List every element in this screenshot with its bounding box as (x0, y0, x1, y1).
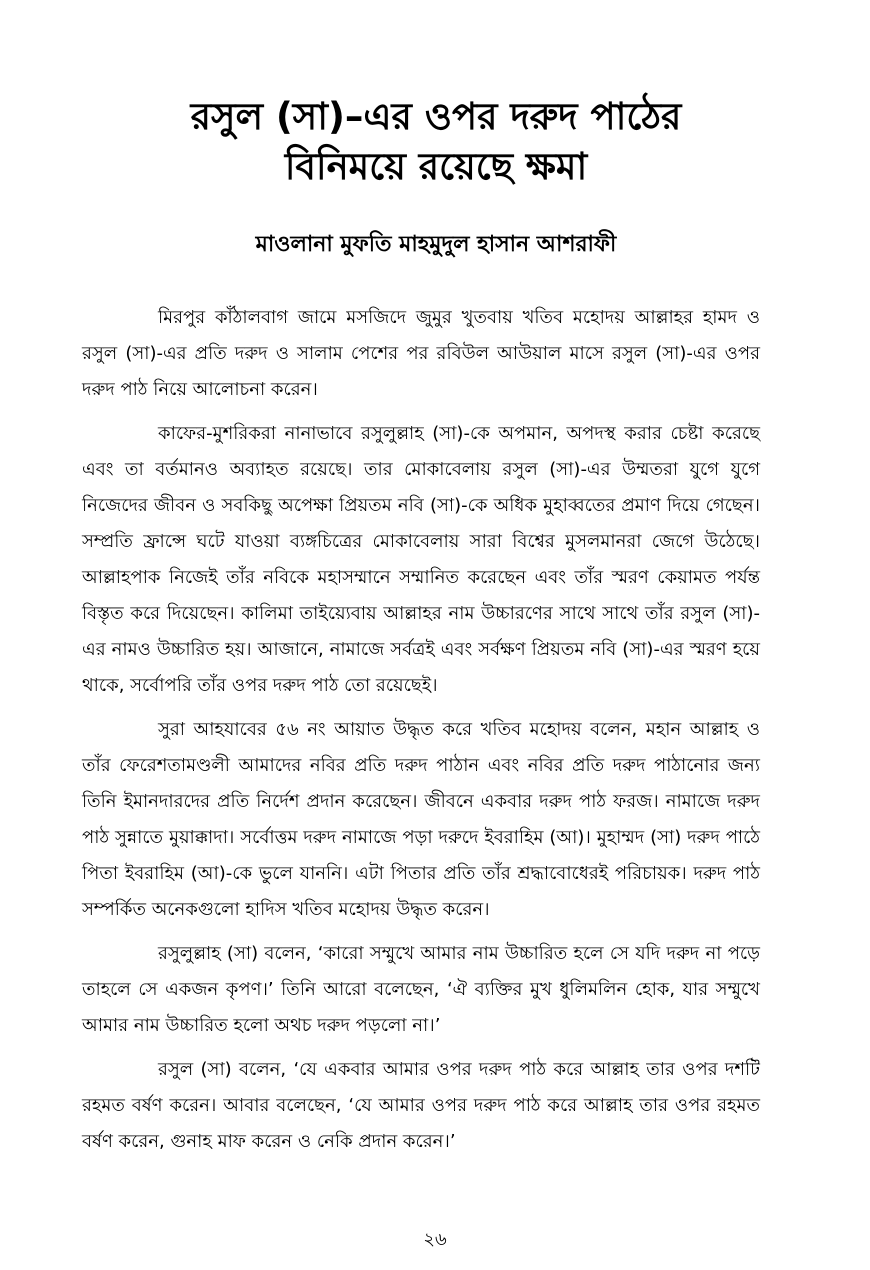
page-number: ২৬ (423, 1229, 447, 1250)
paragraph-4: রসুলুল্লাহ (সা) বলেন, ‘কারো সম্মুখে আমার নাম উচ্চারিত হলে সে যদি দরুদ না পড়ে তাহলে সে একজন কৃপণ।’ তিনি আরো বলেছেন, ‘ঐ ব্যক্তির মুখ ধুলিমলিন হোক, যার সম্মুখে আমার নাম উচ্চারিত হলো অথচ দরুদ পড়লো না।’ (82, 943, 760, 1036)
paragraph-5: রসুল (সা) বলেন, ‘যে একবার আমার ওপর দরুদ পাঠ করে আল্লাহ তার ওপর দশটি রহমত বর্ষণ করেন। আবার বলেছেন, ‘যে আমার ওপর দরুদ পাঠ করে আল্লাহ তার ওপর রহমত বর্ষণ করেন, গুনাহ মাফ করেন ও নেকি প্রদান করেন।’ (82, 1059, 760, 1152)
title-line-1: রসুল (সা)–এর ওপর দরুদ পাঠের (190, 95, 682, 138)
paragraph-3: সুরা আহযাবের ৫৬ নং আয়াত উদ্ধৃত করে খতিব মহোদয় বলেন, মহান আল্লাহ ও তাঁর ফেরেশতামণ্ডলী আমাদের নবির প্রতি দরুদ পাঠান এবং নবির প্রতি দরুদ পাঠানোর জন্য তিনি ইমানদারদের প্রতি নির্দেশ প্রদান করেছেন। জীবনে একবার দরুদ পাঠ ফরজ। নামাজে দরুদ পাঠ সুন্নাতে মুয়াক্কাদা। সর্বোত্তম দরুদ নামাজে পড়া দরুদে ইবরাহিম (আ)। মুহাম্মদ (সা) দরুদ পাঠে পিতা ইবরাহিম (আ)-কে ভুলে যাননি। এটা পিতার প্রতি তাঁর শ্রদ্ধাবোধেরই পরিচায়ক। দরুদ পাঠ সম্পর্কিত অনেকগুলো হাদিস খতিব মহোদয় উদ্ধৃত করেন। (82, 719, 760, 920)
paragraph-2: কাফের-মুশরিকরা নানাভাবে রসুলুল্লাহ (সা)-কে অপমান, অপদস্থ করার চেষ্টা করেছে এবং তা বর্তমানও অব্যাহত রয়েছে। তার মোকাবেলায় রসুল (সা)-এর উম্মতরা যুগে যুগে নিজেদের জীবন ও সবকিছু অপেক্ষা প্রিয়তম নবি (সা)-কে অধিক মুহাব্বতের প্রমাণ দিয়ে গেছেন। সম্প্রতি ফ্রান্সে ঘটে যাওয়া ব্যঙ্গচিত্রের মোকাবেলায় সারা বিশ্বের মুসলমানরা জেগে উঠেছে। আল্লাহপাক নিজেই তাঁর নবিকে মহাসম্মানে সম্মানিত করেছেন এবং তাঁর স্মরণ কেয়ামত পর্যন্ত বিস্তৃত করে দিয়েছেন। কালিমা তাইয়্যেবায় আল্লাহর নাম উচ্চারণের সাথে সাথে তাঁর রসুল (সা)-এর নামও উচ্চারিত হয়। আজানে, নামাজে সর্বত্রই এবং সর্বক্ষণ প্রিয়তম নবি (সা)-এর স্মরণ হয়ে থাকে, সর্বোপরি তাঁর ওপর দরুদ পাঠ তো রয়েছেই। (82, 423, 760, 696)
author-name: মাওলানা মুফতি মাহমুদুল হাসান আশরাফী (255, 232, 617, 257)
article-body (82, 300, 760, 1160)
title-line-2: বিনিময়ে রয়েছে ক্ষমা (284, 145, 588, 188)
article-title (82, 92, 760, 192)
paragraph-1: মিরপুর কাঁঠালবাগ জামে মসজিদে জুমুর খুতবায় খতিব মহোদয় আল্লাহর হামদ ও রসুল (সা)-এর প্রতি দরুদ ও সালাম পেশের পর রবিউল আউয়াল মাসে রসুল (সা)-এর ওপর দরুদ পাঠ নিয়ে আলোচনা করেন। (82, 307, 760, 400)
